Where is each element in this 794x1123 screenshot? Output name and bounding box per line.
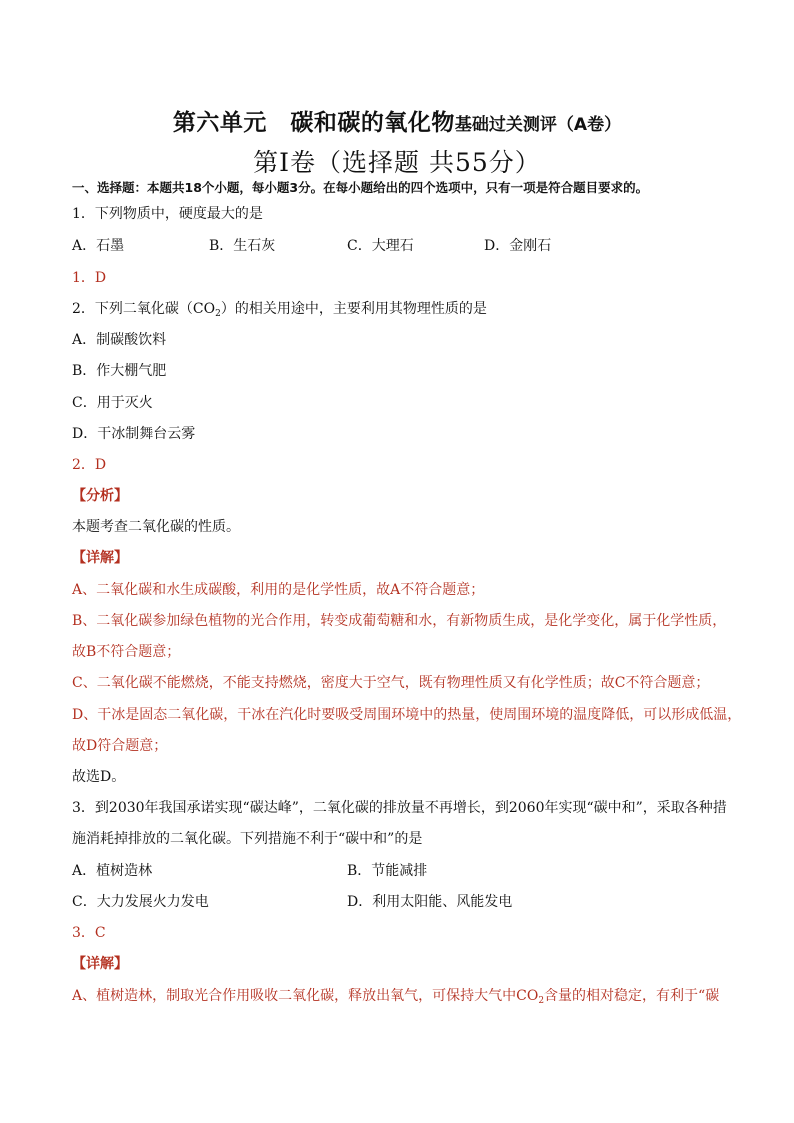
q2-stem-post: ）的相关用途中，主要利用其物理性质的是 [220,301,487,317]
q2-analysis-tag: 【分析】 [72,488,128,504]
q2-option-b: B．作大棚气肥 [72,363,167,379]
q3-detail-line [72,986,732,1006]
q2-option-d: D．干冰制舞台云雾 [72,426,196,442]
document-title [0,104,794,137]
q2-conclusion: 故选D。 [72,769,126,785]
q1-stem: 1．下列物质中，硬度最大的是 [72,206,263,222]
section-subtitle: 第Ⅰ卷（选择题 共55分） [253,148,541,177]
title-main: 第六单元 碳和碳的氧化物 [172,110,455,136]
q2-detail-tag: 【详解】 [72,550,128,566]
q2-detail-line: 故B不符合题意； [72,644,181,660]
q3-answer: 3．C [72,925,106,941]
section-instructions: 一、选择题：本题共18个小题，每小题3分。在每小题给出的四个选项中，只有一项是符合题目要求的。 [72,180,649,195]
q2-detail-line: 故D符合题意； [72,738,168,754]
q2-detail-line: A、二氧化碳和水生成碳酸，利用的是化学性质，故A不符合题意； [72,582,485,598]
q3-option-b: B．节能减排 [347,863,428,879]
title-suffix: 基础过关测评（A卷） [454,115,622,135]
q2-option-c: C．用于灭火 [72,395,153,411]
q1-option-c: C．大理石 [347,238,414,254]
q3-option-d: D．利用太阳能、风能发电 [347,894,513,910]
q2-option-a: A．制碳酸饮料 [72,332,167,348]
q1-option-d: D．金刚石 [484,238,552,254]
q3-option-a: A．植树造林 [72,863,153,879]
q2-analysis: 本题考查二氧化碳的性质。 [72,519,240,535]
q3-detail-sub: 2 [538,996,545,1006]
q3-stem-line1: 3．到2030年我国承诺实现“碳达峰”，二氧化碳的排放量不再增长，到2060年实现“碳中和”，采取各种措 [72,800,727,816]
q2-detail-line: B、二氧化碳参加绿色植物的光合作用，转变成葡萄糖和水，有新物质生成，是化学变化，属于化学性质， [72,613,727,629]
q2-stem-pre: 2．下列二氧化碳（CO [72,301,216,317]
q3-detail-post: 含量的相对稳定，有利于“碳 [544,988,720,1004]
q2-detail-line: C、二氧化碳不能燃烧，不能支持燃烧，密度大于空气，既有物理性质又有化学性质；故C不符合题意； [72,675,710,691]
q3-stem-line2: 施消耗掉排放的二氧化碳。下列措施不利于“碳中和”的是 [72,831,423,847]
q2-stem [72,299,732,319]
q1-option-a: A．石墨 [72,238,125,254]
q2-stem-sub: 2 [215,309,221,319]
q3-detail-tag: 【详解】 [72,956,128,972]
q3-detail-pre: A、植树造林，制取光合作用吸收二氧化碳，释放出氧气，可保持大气中CO [72,988,539,1004]
q2-answer: 2．D [72,457,107,473]
q3-option-c: C．大力发展火力发电 [72,894,209,910]
q1-answer: 1．D [72,270,107,286]
q2-detail-line: D、干冰是固态二氧化碳，干冰在汽化时要吸受周围环境中的热量，使周围环境的温度降低，可以形成低温， [72,707,742,723]
q1-option-b: B．生石灰 [209,238,276,254]
